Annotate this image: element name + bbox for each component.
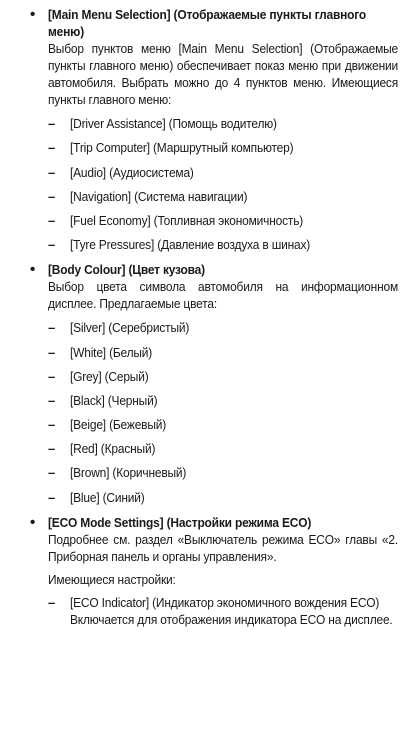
dash-marker: –	[48, 164, 56, 180]
list-item	[48, 115, 398, 132]
section-description: Выбор цвета символа автомобиля на информационном дисплее. Предлагаемые цвета:	[48, 279, 399, 312]
list-item-text: [Trip Computer] (Маршрутный компьютер)	[70, 140, 294, 156]
list-item-text: [Navigation] (Система навигации)	[70, 188, 248, 204]
dash-marker: –	[48, 594, 56, 610]
section-eco-mode-settings	[28, 514, 398, 628]
section-note: Имеющиеся настройки:	[48, 571, 176, 587]
list-item-text: [Fuel Economy] (Топливная экономичность)	[70, 212, 304, 228]
dash-marker: –	[48, 368, 56, 384]
list-item	[48, 319, 398, 336]
list-item	[48, 188, 398, 205]
section-body-colour	[28, 261, 398, 506]
dash-marker: –	[48, 441, 56, 457]
dash-marker: –	[48, 344, 56, 360]
dash-marker: –	[48, 465, 56, 481]
list-item-text: [ECO Indicator] (Индикатор экономичного вождения ECO)	[70, 594, 380, 610]
list-item-text: [Silver] (Серебристый)	[70, 320, 190, 336]
list-item	[48, 594, 398, 628]
eco-settings-list	[48, 594, 398, 628]
section-description: Подробнее см. раздел «Выключатель режима ECO» главы «2. Приборная панель и органы управления».	[48, 531, 399, 564]
dash-marker: –	[48, 489, 56, 505]
list-item	[48, 464, 398, 481]
section-description: Выбор пунктов меню [Main Menu Selection] (Отображаемые пункты главного меню) обеспечивает показ меню при движении автомобиля. Выбрать можно до 4 пунктов меню. Имеющиеся пункты главного меню:	[48, 41, 399, 107]
list-item	[48, 212, 398, 229]
manual-page	[28, 6, 398, 634]
bullet-marker: •	[30, 513, 36, 531]
list-item-text: [Tyre Pressures] (Давление воздуха в шинах)	[70, 237, 311, 253]
list-item	[48, 164, 398, 181]
list-item	[48, 416, 398, 433]
dash-marker: –	[48, 140, 56, 156]
list-item	[48, 392, 398, 409]
dash-marker: –	[48, 212, 56, 228]
bullet-marker: •	[30, 6, 36, 23]
list-item-text: [Red] (Красный)	[70, 441, 156, 457]
bullet-marker: •	[30, 261, 36, 279]
list-item	[48, 368, 398, 385]
section-main-menu-selection	[28, 6, 398, 253]
dash-marker: –	[48, 417, 56, 433]
list-item-text: [Brown] (Коричневый)	[70, 465, 187, 481]
list-item-text: [Driver Assistance] (Помощь водителю)	[70, 116, 277, 132]
list-item	[48, 344, 398, 361]
list-item	[48, 440, 398, 457]
list-item-text: [Black] (Черный)	[70, 392, 158, 408]
list-item	[48, 139, 398, 156]
body-colour-items-list	[48, 319, 398, 505]
dash-marker: –	[48, 392, 56, 408]
dash-marker: –	[48, 237, 56, 253]
list-item	[48, 236, 398, 253]
list-item-text: [Blue] (Синий)	[70, 489, 145, 505]
dash-marker: –	[48, 320, 56, 336]
list-item-text: [Audio] (Аудиосистема)	[70, 164, 194, 180]
section-heading: [Body Colour] (Цвет кузова)	[48, 262, 205, 278]
section-heading: [ECO Mode Settings] (Настройки режима ECO)	[48, 514, 312, 530]
list-item-text: [White] (Белый)	[70, 344, 153, 360]
main-menu-items-list	[48, 115, 398, 253]
dash-marker: –	[48, 116, 56, 132]
list-item-text: [Beige] (Бежевый)	[70, 417, 167, 433]
dash-marker: –	[48, 188, 56, 204]
section-heading: [Main Menu Selection] (Отображаемые пункты главного меню)	[48, 7, 367, 39]
list-item	[48, 489, 398, 506]
list-item-text: [Grey] (Серый)	[70, 368, 149, 384]
list-item-detail: Включается для отображения индикатора ECO на дисплее.	[70, 611, 393, 627]
